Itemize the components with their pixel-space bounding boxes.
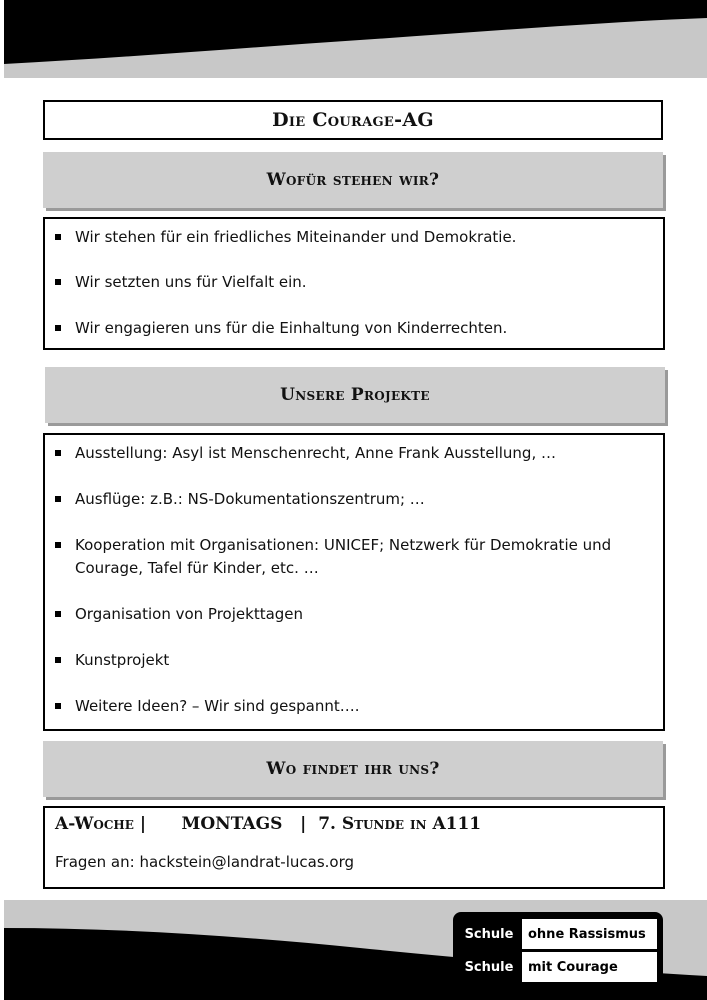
bullet-icon xyxy=(55,279,61,285)
projects-list-box xyxy=(43,433,665,731)
list-item: Wir setzten uns für Vielfalt ein. xyxy=(75,271,649,294)
section-heading-projects: Unsere Projekte xyxy=(45,367,665,423)
values-list-box xyxy=(43,217,665,350)
logo-schule-label: Schule xyxy=(459,952,519,982)
list-item: Kunstprojekt xyxy=(75,649,649,672)
logo-ohne-rassismus-label: ohne Rassismus xyxy=(522,919,657,949)
list-item: Wir engagieren uns für die Einhaltung von Kinderrechten. xyxy=(75,317,649,340)
top-wave-decoration xyxy=(0,0,707,80)
list-item: Ausstellung: Asyl ist Menschenrecht, Anne Frank Ausstellung, … xyxy=(75,442,649,465)
bullet-icon xyxy=(55,234,61,240)
bullet-icon xyxy=(55,542,61,548)
bullet-icon xyxy=(55,496,61,502)
location-box xyxy=(43,806,665,889)
logo-schule-label: Schule xyxy=(459,919,519,949)
logo-mit-courage-label: mit Courage xyxy=(522,952,657,982)
list-item: Kooperation mit Organisationen: UNICEF; Netzwerk für Demokratie und Courage, Tafel für Kinder, etc. … xyxy=(75,534,633,580)
page-title: Die Courage-AG xyxy=(43,100,663,140)
schule-ohne-rassismus-logo xyxy=(453,912,663,988)
list-item: Organisation von Projekttagen xyxy=(75,603,649,626)
section-heading-values: Wofür stehen wir? xyxy=(43,152,663,208)
list-item: Wir stehen für ein friedliches Miteinander und Demokratie. xyxy=(75,226,649,249)
week-label: A-Woche xyxy=(55,814,134,834)
list-item: Weitere Ideen? – Wir sind gespannt…. xyxy=(75,695,649,718)
bullet-icon xyxy=(55,325,61,331)
logo-row-2 xyxy=(459,952,657,982)
list-item: Ausflüge: z.B.: NS-Dokumentationszentrum; … xyxy=(75,488,649,511)
bullet-icon xyxy=(55,611,61,617)
time-label: 7. Stunde in A111 xyxy=(318,814,482,834)
contact-info: Fragen an: hackstein@landrat-lucas.org xyxy=(55,853,355,871)
meeting-time: A-Woche | MONTAGS | 7. Stunde in A111 xyxy=(55,814,482,834)
day-label: MONTAGS xyxy=(181,814,283,834)
section-heading-location: Wo findet ihr uns? xyxy=(43,741,663,797)
bullet-icon xyxy=(55,657,61,663)
bullet-icon xyxy=(55,450,61,456)
logo-row-1 xyxy=(459,919,657,949)
bullet-icon xyxy=(55,703,61,709)
